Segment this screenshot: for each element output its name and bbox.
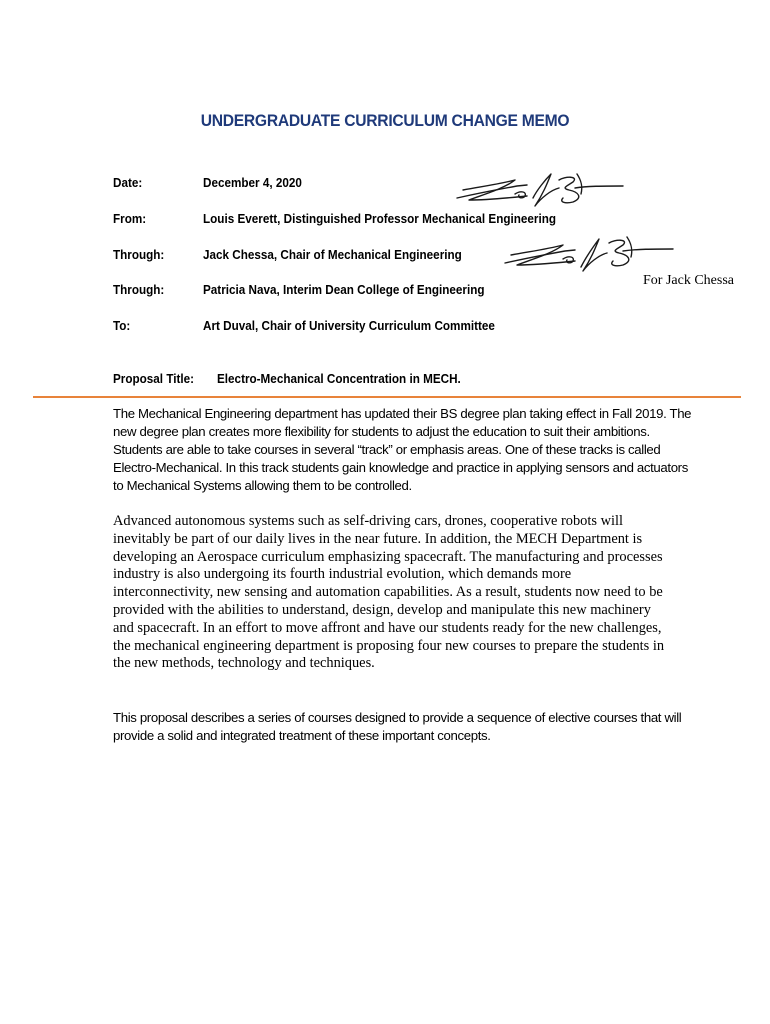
proposal-title-value: Electro-Mechanical Concentration in MECH. bbox=[217, 371, 461, 386]
through-value-2: Patricia Nava, Interim Dean College of Engineering bbox=[203, 282, 485, 297]
body-paragraph-3: This proposal describes a series of courses designed to provide a sequence of elective courses that will provide a solid and integrated treatment of these important concepts. bbox=[113, 710, 682, 743]
signature-2 bbox=[503, 233, 678, 275]
signature-note: For Jack Chessa bbox=[643, 273, 734, 288]
proposal-title-label: Proposal Title: bbox=[113, 371, 195, 386]
body-paragraph-1: The Mechanical Engineering department has updated their BS degree plan taking effect in Fall 2019. The new degree plan creates more flexibility for students to adjust the education to suit their ambitions. Students are able to take courses in several “track” or emphasis areas. One of these tracks is called Electro-Mechanical. In this track students gain knowledge and practice in applying sensors and actuators to Mechanical Systems allowing them to be controlled. bbox=[113, 406, 692, 493]
to-label: To: bbox=[113, 318, 131, 333]
through-label-2: Through: bbox=[113, 282, 165, 297]
from-label: From: bbox=[113, 211, 147, 226]
through-label-1: Through: bbox=[113, 247, 165, 262]
signature-1 bbox=[455, 168, 630, 210]
date-value: December 4, 2020 bbox=[203, 175, 302, 190]
section-divider bbox=[33, 396, 741, 398]
to-value: Art Duval, Chair of University Curriculum Committee bbox=[203, 318, 495, 333]
date-label: Date: bbox=[113, 175, 143, 190]
memo-title: UNDERGRADUATE CURRICULUM CHANGE MEMO bbox=[200, 111, 570, 130]
through-value-1: Jack Chessa, Chair of Mechanical Engineering bbox=[203, 247, 462, 262]
body-paragraph-2: Advanced autonomous systems such as self-driving cars, drones, cooperative robots will inevitably be part of our daily lives in the near future. In addition, the MECH Department is developing an Aerospace curriculum emphasizing spacecraft. The manufacturing and processes industry is also undergoing its fourth industrial evolution, which demands more interconnectivity, new sensing and automation capabilities. As a result, students now need to be provided with the abilities to understand, design, develop and manipulate this new machinery and spacecraft. In an effort to move affront and have our students ready for the new challenges, the mechanical engineering department is proposing four new courses to prepare the students in the new methods, technology and techniques. bbox=[113, 513, 665, 672]
from-value: Louis Everett, Distinguished Professor Mechanical Engineering bbox=[203, 211, 557, 226]
